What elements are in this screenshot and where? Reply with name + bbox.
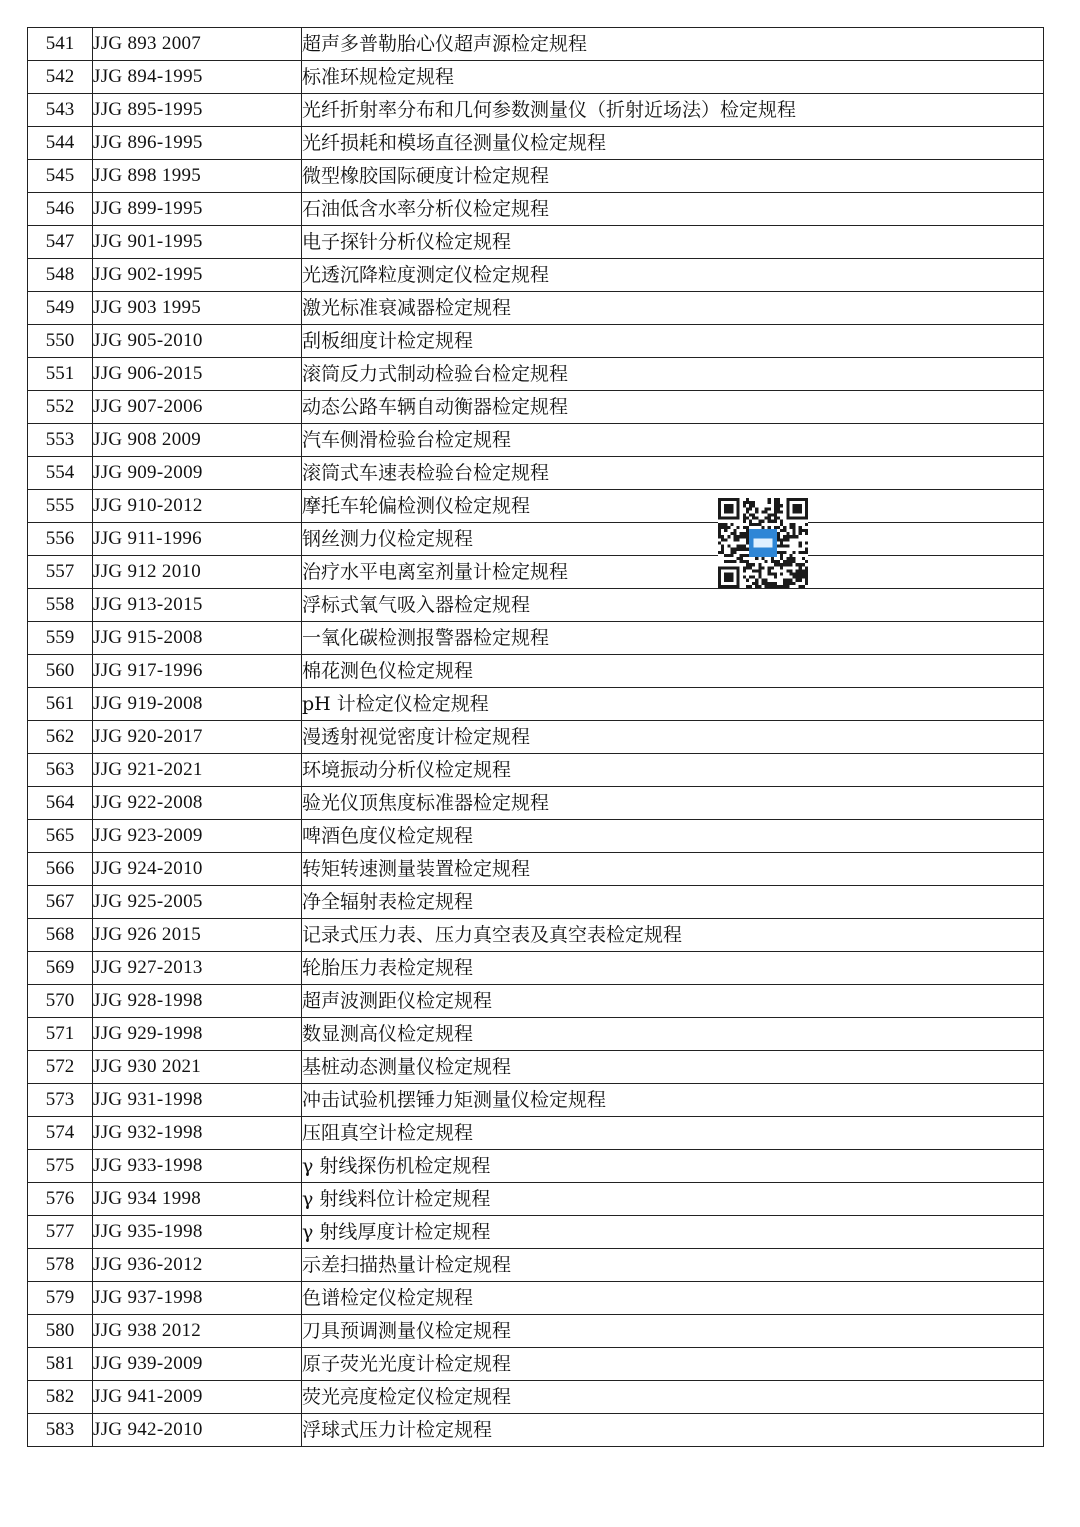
table-row [28,1051,1044,1084]
table-row [28,1249,1044,1282]
row-number: 560 [28,655,93,688]
regulation-name: 超声波测距仪检定规程 [302,985,1044,1018]
regulation-name: 色谱检定仪检定规程 [302,1282,1044,1315]
row-number: 577 [28,1216,93,1249]
regulation-name: 刀具预调测量仪检定规程 [302,1315,1044,1348]
table-row [28,391,1044,424]
table-row [28,1282,1044,1315]
row-number: 569 [28,952,93,985]
regulation-name: 漫透射视觉密度计检定规程 [302,721,1044,754]
regulation-code: JJG 905-2010 [93,325,302,358]
regulation-name: 刮板细度计检定规程 [302,325,1044,358]
regulation-code: JJG 920-2017 [93,721,302,754]
regulation-name: 超声多普勒胎心仪超声源检定规程 [302,28,1044,61]
regulation-code: JJG 909-2009 [93,457,302,490]
regulation-code: JJG 898 1995 [93,160,302,193]
regulation-code: JJG 930 2021 [93,1051,302,1084]
regulation-name: 基桩动态测量仪检定规程 [302,1051,1044,1084]
row-number: 562 [28,721,93,754]
regulation-name: 数显测高仪检定规程 [302,1018,1044,1051]
regulation-code: JJG 910-2012 [93,490,302,523]
regulation-table [27,27,1044,1447]
regulation-name: 电子探针分析仪检定规程 [302,226,1044,259]
row-number: 551 [28,358,93,391]
table-row [28,160,1044,193]
regulation-name: pH 计检定仪检定规程 [302,688,1044,721]
table-row [28,655,1044,688]
table-row [28,1150,1044,1183]
row-number: 557 [28,556,93,589]
row-number: 550 [28,325,93,358]
table-row [28,589,1044,622]
table-body [28,28,1044,1447]
table-row [28,226,1044,259]
regulation-name: 环境振动分析仪检定规程 [302,754,1044,787]
regulation-name: 光透沉降粒度测定仪检定规程 [302,259,1044,292]
regulation-name: 光纤损耗和模场直径测量仪检定规程 [302,127,1044,160]
row-number: 574 [28,1117,93,1150]
regulation-code: JJG 911-1996 [93,523,302,556]
regulation-name: 啤酒色度仪检定规程 [302,820,1044,853]
row-number: 583 [28,1414,93,1447]
regulation-name: 冲击试验机摆锤力矩测量仪检定规程 [302,1084,1044,1117]
regulation-name: 钢丝测力仪检定规程 [302,523,1044,556]
regulation-name: 棉花测色仪检定规程 [302,655,1044,688]
regulation-name: 石油低含水率分析仪检定规程 [302,193,1044,226]
table-row [28,490,1044,523]
table-row [28,1117,1044,1150]
regulation-code: JJG 921-2021 [93,754,302,787]
row-number: 572 [28,1051,93,1084]
regulation-code: JJG 903 1995 [93,292,302,325]
regulation-name: 示差扫描热量计检定规程 [302,1249,1044,1282]
row-number: 555 [28,490,93,523]
row-number: 552 [28,391,93,424]
row-number: 547 [28,226,93,259]
table-row [28,1414,1044,1447]
row-number: 565 [28,820,93,853]
regulation-code: JJG 938 2012 [93,1315,302,1348]
regulation-name: 摩托车轮偏检测仪检定规程 [302,490,1044,523]
row-number: 556 [28,523,93,556]
regulation-code: JJG 931-1998 [93,1084,302,1117]
regulation-name: 记录式压力表、压力真空表及真空表检定规程 [302,919,1044,952]
table-row [28,61,1044,94]
table-row [28,1183,1044,1216]
regulation-name: 滚筒式车速表检验台检定规程 [302,457,1044,490]
regulation-code: JJG 906-2015 [93,358,302,391]
qr-code-icon [718,498,808,588]
regulation-name: 荧光亮度检定仪检定规程 [302,1381,1044,1414]
regulation-code: JJG 926 2015 [93,919,302,952]
regulation-name: 激光标准衰减器检定规程 [302,292,1044,325]
regulation-code: JJG 937-1998 [93,1282,302,1315]
row-number: 582 [28,1381,93,1414]
regulation-code: JJG 917-1996 [93,655,302,688]
table-row [28,523,1044,556]
regulation-name: 浮球式压力计检定规程 [302,1414,1044,1447]
regulation-name: 一氧化碳检测报警器检定规程 [302,622,1044,655]
regulation-code: JJG 913-2015 [93,589,302,622]
regulation-code: JJG 934 1998 [93,1183,302,1216]
regulation-code: JJG 928-1998 [93,985,302,1018]
row-number: 542 [28,61,93,94]
row-number: 580 [28,1315,93,1348]
row-number: 554 [28,457,93,490]
table-row [28,1315,1044,1348]
table-row [28,1216,1044,1249]
table-row [28,622,1044,655]
regulation-code: JJG 932-1998 [93,1117,302,1150]
table-row [28,1381,1044,1414]
regulation-code: JJG 935-1998 [93,1216,302,1249]
table-row [28,754,1044,787]
row-number: 541 [28,28,93,61]
table-row [28,94,1044,127]
row-number: 553 [28,424,93,457]
regulation-name: γ 射线料位计检定规程 [302,1183,1044,1216]
regulation-code: JJG 929-1998 [93,1018,302,1051]
regulation-name: 净全辐射表检定规程 [302,886,1044,919]
regulation-name: 轮胎压力表检定规程 [302,952,1044,985]
table-row [28,688,1044,721]
row-number: 571 [28,1018,93,1051]
regulation-code: JJG 942-2010 [93,1414,302,1447]
row-number: 567 [28,886,93,919]
table-row [28,358,1044,391]
table-row [28,127,1044,160]
row-number: 548 [28,259,93,292]
regulation-name: 汽车侧滑检验台检定规程 [302,424,1044,457]
row-number: 568 [28,919,93,952]
table-row [28,259,1044,292]
row-number: 576 [28,1183,93,1216]
regulation-name: γ 射线厚度计检定规程 [302,1216,1044,1249]
table-row [28,457,1044,490]
regulation-name: 原子荧光光度计检定规程 [302,1348,1044,1381]
regulation-code: JJG 927-2013 [93,952,302,985]
row-number: 581 [28,1348,93,1381]
row-number: 561 [28,688,93,721]
regulation-code: JJG 924-2010 [93,853,302,886]
regulation-code: JJG 895-1995 [93,94,302,127]
table-row [28,1084,1044,1117]
row-number: 564 [28,787,93,820]
regulation-name: 压阻真空计检定规程 [302,1117,1044,1150]
regulation-code: JJG 922-2008 [93,787,302,820]
table-row [28,721,1044,754]
regulation-code: JJG 915-2008 [93,622,302,655]
row-number: 575 [28,1150,93,1183]
table-row [28,952,1044,985]
regulation-code: JJG 908 2009 [93,424,302,457]
regulation-code: JJG 894-1995 [93,61,302,94]
table-row [28,424,1044,457]
table-row [28,325,1044,358]
regulation-name: γ 射线探伤机检定规程 [302,1150,1044,1183]
regulation-code: JJG 936-2012 [93,1249,302,1282]
row-number: 546 [28,193,93,226]
regulation-code: JJG 907-2006 [93,391,302,424]
row-number: 559 [28,622,93,655]
row-number: 544 [28,127,93,160]
table-row [28,556,1044,589]
regulation-code: JJG 912 2010 [93,556,302,589]
regulation-name: 转矩转速测量装置检定规程 [302,853,1044,886]
table-row [28,1348,1044,1381]
regulation-code: JJG 923-2009 [93,820,302,853]
regulation-name: 动态公路车辆自动衡器检定规程 [302,391,1044,424]
regulation-code: JJG 893 2007 [93,28,302,61]
regulation-code: JJG 941-2009 [93,1381,302,1414]
row-number: 566 [28,853,93,886]
regulation-code: JJG 899-1995 [93,193,302,226]
regulation-name: 浮标式氧气吸入器检定规程 [302,589,1044,622]
table-row [28,820,1044,853]
row-number: 578 [28,1249,93,1282]
row-number: 563 [28,754,93,787]
table-row [28,886,1044,919]
table-row [28,292,1044,325]
regulation-code: JJG 896-1995 [93,127,302,160]
row-number: 558 [28,589,93,622]
regulation-name: 光纤折射率分布和几何参数测量仪（折射近场法）检定规程 [302,94,1044,127]
regulation-name: 治疗水平电离室剂量计检定规程 [302,556,1044,589]
regulation-code: JJG 933-1998 [93,1150,302,1183]
table-row [28,985,1044,1018]
regulation-name: 标准环规检定规程 [302,61,1044,94]
table-row [28,1018,1044,1051]
table-row [28,787,1044,820]
table-row [28,28,1044,61]
row-number: 579 [28,1282,93,1315]
row-number: 573 [28,1084,93,1117]
table-row [28,919,1044,952]
table-row [28,853,1044,886]
regulation-code: JJG 902-1995 [93,259,302,292]
regulation-code: JJG 939-2009 [93,1348,302,1381]
regulation-name: 验光仪顶焦度标准器检定规程 [302,787,1044,820]
regulation-name: 滚筒反力式制动检验台检定规程 [302,358,1044,391]
row-number: 549 [28,292,93,325]
row-number: 545 [28,160,93,193]
regulation-name: 微型橡胶国际硬度计检定规程 [302,160,1044,193]
table-row [28,193,1044,226]
regulation-code: JJG 919-2008 [93,688,302,721]
regulation-code: JJG 901-1995 [93,226,302,259]
row-number: 543 [28,94,93,127]
regulation-code: JJG 925-2005 [93,886,302,919]
row-number: 570 [28,985,93,1018]
